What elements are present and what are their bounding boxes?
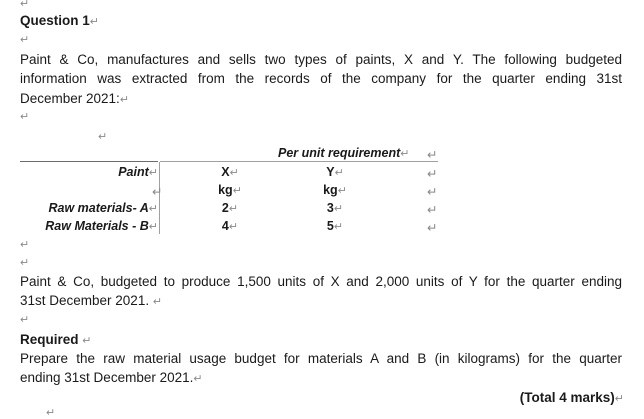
- row-b-y-text: 5: [326, 219, 334, 233]
- paragraph-mark: ↵: [228, 221, 239, 233]
- intro-line-2: information was extracted from the records of the company for the quarter ending 31st: [20, 71, 622, 86]
- unit-y-text: kg: [323, 183, 338, 197]
- row-b-label-text: Raw Materials - B: [45, 219, 149, 233]
- row-b-x-value: [210, 219, 250, 233]
- paragraph-mark: ↵: [334, 167, 344, 179]
- paragraph-mark: ↵: [148, 221, 158, 233]
- paragraph-mark: ↵: [229, 167, 239, 179]
- intro-line-3: [20, 91, 129, 106]
- paragraph-mark: ↵: [427, 203, 438, 217]
- required-line-2: [20, 370, 203, 385]
- required-line-1: Prepare the raw material usage budget for materials A and B (in kilograms) for the quarter: [20, 351, 622, 366]
- paragraph-mark: ↵: [333, 203, 344, 215]
- production-line-2-text: 31st December 2021.: [20, 293, 150, 308]
- production-line-1: Paint & Co, budgeted to produce 1,500 units of X and 2,000 units of Y for the quarter ending: [20, 274, 622, 289]
- table-rule-left: [20, 161, 158, 162]
- row-a-y-text: 3: [326, 201, 334, 215]
- paragraph-mark: ↵: [46, 407, 56, 419]
- col-x-text: X: [221, 165, 230, 179]
- total-marks-text: (Total 4 marks): [519, 390, 615, 405]
- paragraph-mark: ↵: [337, 185, 347, 197]
- paragraph-mark: ↵: [82, 335, 92, 347]
- row-b-x-text: 4: [221, 219, 229, 233]
- paragraph-mark: ↵: [193, 373, 203, 385]
- paragraph-mark: ↵: [152, 185, 163, 199]
- table-header-span: [278, 146, 409, 160]
- required-heading-text: Required: [20, 332, 79, 347]
- paragraph-mark: ↵: [148, 167, 158, 179]
- col-y-text: Y: [326, 165, 335, 179]
- table-row-label: [20, 219, 158, 233]
- row-a-x-value: [210, 201, 250, 215]
- paragraph-mark: ↵: [333, 221, 344, 233]
- question-title: [20, 13, 99, 28]
- col-header-x: [210, 165, 250, 179]
- row-label-header-text: Paint: [118, 165, 149, 179]
- paragraph-mark: ↵: [148, 203, 158, 215]
- table-rule-right: [160, 161, 438, 162]
- paragraph-mark: ↵: [119, 94, 130, 106]
- paragraph-mark: ↵: [152, 296, 163, 308]
- intro-line-3-text: December 2021:: [20, 91, 120, 106]
- row-label-header: [40, 165, 158, 179]
- unit-x: [210, 183, 250, 197]
- unit-x-text: kg: [218, 183, 233, 197]
- row-a-label-text: Raw materials- A: [48, 201, 149, 215]
- required-heading: [20, 332, 92, 347]
- col-header-y: [315, 165, 355, 179]
- paragraph-mark: ↵: [98, 131, 108, 143]
- unit-y: [315, 183, 355, 197]
- paragraph-mark: ↵: [20, 0, 30, 10]
- paragraph-mark: ↵: [427, 221, 438, 235]
- paragraph-mark: ↵: [614, 393, 624, 405]
- total-marks: [520, 390, 624, 405]
- paragraph-mark: ↵: [400, 148, 410, 160]
- table-row-label: [20, 201, 158, 215]
- production-line-2: [20, 293, 162, 308]
- row-b-y-value: [315, 219, 355, 233]
- paragraph-mark: ↵: [20, 239, 30, 251]
- paragraph-mark: ↵: [20, 314, 30, 326]
- paragraph-mark: ↵: [427, 167, 438, 181]
- paragraph-mark: ↵: [427, 148, 438, 162]
- paragraph-mark: ↵: [20, 257, 30, 269]
- required-line-2-text: ending 31st December 2021.: [20, 370, 194, 385]
- header-span-text: Per unit requirement: [278, 146, 401, 160]
- intro-line-1: Paint & Co, manufactures and sells two types of paints, X and Y. The following budgeted: [20, 52, 622, 67]
- paragraph-mark: ↵: [228, 203, 239, 215]
- paragraph-mark: ↵: [89, 16, 99, 28]
- row-a-y-value: [315, 201, 355, 215]
- paragraph-mark: ↵: [427, 185, 438, 199]
- paragraph-mark: ↵: [20, 34, 30, 46]
- paragraph-mark: ↵: [20, 111, 30, 123]
- paragraph-mark: ↵: [232, 185, 242, 197]
- question-title-text: Question 1: [20, 13, 90, 28]
- row-a-x-text: 2: [221, 201, 229, 215]
